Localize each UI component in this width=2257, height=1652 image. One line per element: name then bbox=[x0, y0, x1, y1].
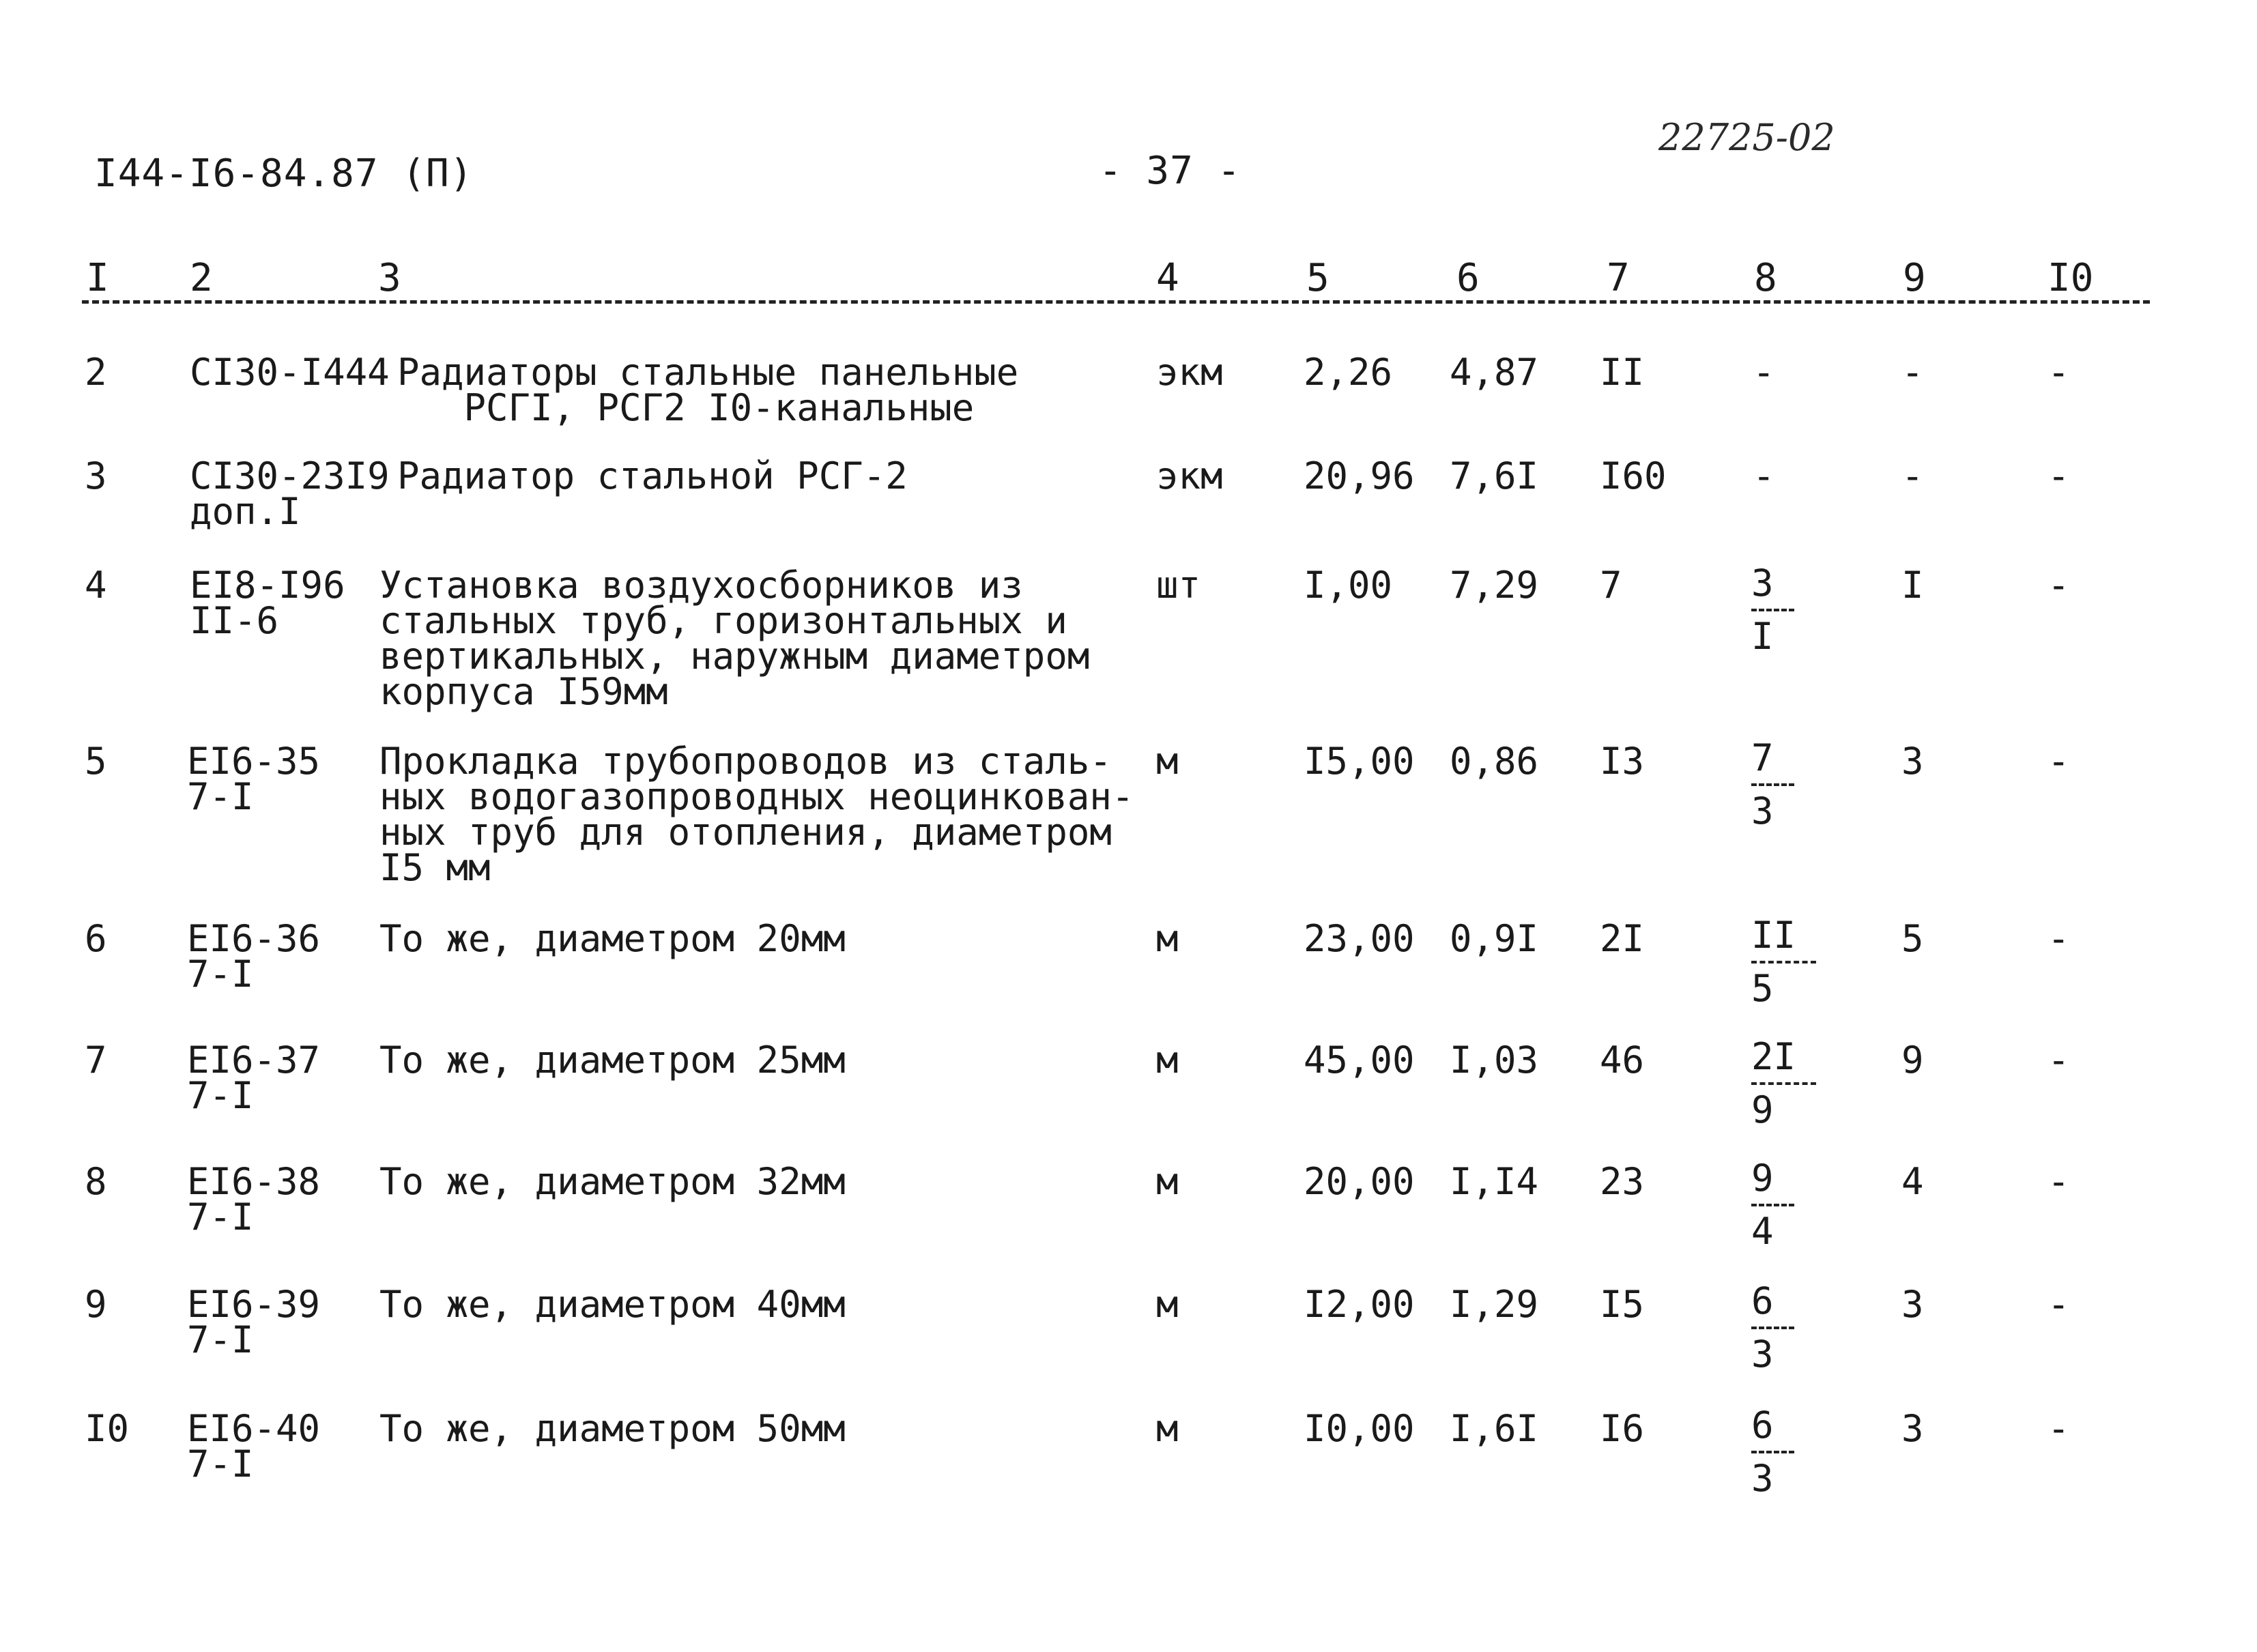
row-9-col-7: I6 bbox=[1600, 1407, 1645, 1450]
row-6-col-6: I,03 bbox=[1450, 1039, 1539, 1082]
row-6-col-5: 45,00 bbox=[1304, 1039, 1415, 1082]
row-6-col-7: 46 bbox=[1600, 1039, 1645, 1082]
row-3-col-8-numerator: 3 bbox=[1751, 558, 1794, 611]
row-2-col-7: I60 bbox=[1600, 454, 1667, 497]
row-8-col-2: EI6-39 7-I bbox=[187, 1283, 321, 1361]
row-8-col-7: I5 bbox=[1600, 1283, 1645, 1326]
row-8-col-9: 3 bbox=[1901, 1283, 1924, 1326]
row-4-col-3: Прокладка трубопроводов из сталь- ных водогазопроводных неоцинкован- ных труб для отопления, диаметром I5 мм bbox=[379, 740, 1134, 889]
row-5-col-6: 0,9I bbox=[1450, 917, 1539, 960]
row-4-col-8-fraction bbox=[1751, 733, 1794, 837]
row-9-col-8-fraction bbox=[1751, 1400, 1794, 1504]
row-2-col-1: 3 bbox=[85, 454, 107, 497]
row-8-col-8-numerator: 6 bbox=[1751, 1276, 1794, 1329]
row-1-col-4: экм bbox=[1156, 351, 1223, 394]
row-4-col-5: I5,00 bbox=[1304, 740, 1415, 783]
row-7-col-9: 4 bbox=[1901, 1160, 1924, 1203]
row-3-col-9: I bbox=[1901, 564, 1924, 607]
row-7-col-10: - bbox=[2047, 1160, 2070, 1203]
row-5-col-4: м bbox=[1156, 917, 1179, 960]
row-1-col-2: CI30-I444 bbox=[190, 351, 390, 394]
row-7-col-6: I,I4 bbox=[1450, 1160, 1539, 1203]
row-1-col-9: - bbox=[1901, 351, 1924, 394]
col-head-2: 2 bbox=[190, 256, 213, 300]
row-5-col-9: 5 bbox=[1901, 917, 1924, 960]
row-9-col-8-denominator: 3 bbox=[1751, 1457, 1774, 1500]
row-1-col-6: 4,87 bbox=[1450, 351, 1539, 394]
row-6-col-8-numerator: 2I bbox=[1751, 1032, 1816, 1085]
col-head-3: 3 bbox=[378, 256, 401, 300]
row-2-col-3: Радиатор стальной РСГ-2 bbox=[397, 454, 908, 497]
row-6-col-1: 7 bbox=[85, 1039, 107, 1082]
row-8-col-8-fraction bbox=[1751, 1276, 1794, 1380]
row-2-col-10: - bbox=[2047, 454, 2070, 497]
page-number: - 37 - bbox=[1099, 149, 1241, 193]
col-head-1: I bbox=[86, 256, 109, 300]
row-7-col-7: 23 bbox=[1600, 1160, 1645, 1203]
row-6-col-8-fraction bbox=[1751, 1032, 1816, 1135]
row-3-col-3: Установка воздухосборников из стальных труб, горизонтальных и вертикальных, наружным диаметром корпуса I59мм bbox=[379, 564, 1090, 713]
row-2-col-2: CI30-23I9 доп.I bbox=[190, 454, 390, 533]
row-7-col-1: 8 bbox=[85, 1160, 107, 1203]
col-head-6: 6 bbox=[1456, 256, 1480, 300]
row-3-col-6: 7,29 bbox=[1450, 564, 1539, 607]
row-7-col-4: м bbox=[1156, 1160, 1179, 1203]
col-head-8: 8 bbox=[1754, 256, 1777, 300]
row-7-col-2: EI6-38 7-I bbox=[187, 1160, 321, 1238]
row-8-col-1: 9 bbox=[85, 1283, 107, 1326]
row-5-col-5: 23,00 bbox=[1304, 917, 1415, 960]
row-2-col-5: 20,96 bbox=[1304, 454, 1415, 497]
row-3-col-10: - bbox=[2047, 564, 2070, 607]
row-3-col-8-fraction bbox=[1751, 558, 1794, 662]
row-2-col-6: 7,6I bbox=[1450, 454, 1539, 497]
col-head-5: 5 bbox=[1306, 256, 1329, 300]
row-3-col-5: I,00 bbox=[1304, 564, 1393, 607]
row-1-col-10: - bbox=[2047, 351, 2070, 394]
col-head-4: 4 bbox=[1156, 256, 1179, 300]
row-4-col-8-denominator: 3 bbox=[1751, 789, 1774, 832]
row-5-col-3: То же, диаметром 20мм bbox=[379, 917, 846, 960]
row-8-col-10: - bbox=[2047, 1283, 2070, 1326]
row-8-col-4: м bbox=[1156, 1283, 1179, 1326]
row-6-col-4: м bbox=[1156, 1039, 1179, 1082]
row-2-col-4: экм bbox=[1156, 454, 1223, 497]
row-5-col-7: 2I bbox=[1600, 917, 1645, 960]
row-7-col-8-fraction bbox=[1751, 1153, 1794, 1257]
row-6-col-9: 9 bbox=[1901, 1039, 1924, 1082]
row-8-col-5: I2,00 bbox=[1304, 1283, 1415, 1326]
row-1-col-7: II bbox=[1600, 351, 1645, 394]
row-3-col-2: EI8-I96 II-6 bbox=[190, 564, 345, 642]
row-2-col-9: - bbox=[1901, 454, 1924, 497]
row-4-col-7: I3 bbox=[1600, 740, 1645, 783]
row-7-col-5: 20,00 bbox=[1304, 1160, 1415, 1203]
row-5-col-8-fraction bbox=[1751, 910, 1816, 1014]
row-9-col-3: То же, диаметром 50мм bbox=[379, 1407, 846, 1450]
col-head-9: 9 bbox=[1903, 256, 1926, 300]
row-4-col-4: м bbox=[1156, 740, 1179, 783]
row-4-col-8-numerator: 7 bbox=[1751, 733, 1794, 786]
row-1-col-3: Радиаторы стальные панельные РСГI, РСГ2 I0-канальные bbox=[397, 351, 1019, 429]
row-4-col-1: 5 bbox=[85, 740, 107, 783]
row-7-col-8-numerator: 9 bbox=[1751, 1153, 1794, 1206]
row-5-col-1: 6 bbox=[85, 917, 107, 960]
row-2-col-8: - bbox=[1753, 454, 1775, 497]
row-9-col-6: I,6I bbox=[1450, 1407, 1539, 1450]
row-7-col-8-denominator: 4 bbox=[1751, 1210, 1774, 1253]
row-5-col-8-denominator: 5 bbox=[1751, 967, 1774, 1010]
row-8-col-8-denominator: 3 bbox=[1751, 1333, 1774, 1376]
row-1-col-1: 2 bbox=[85, 351, 107, 394]
row-9-col-2: EI6-40 7-I bbox=[187, 1407, 321, 1486]
row-3-col-1: 4 bbox=[85, 564, 107, 607]
row-9-col-10: - bbox=[2047, 1407, 2070, 1450]
row-8-col-3: То же, диаметром 40мм bbox=[379, 1283, 846, 1326]
row-9-col-5: I0,00 bbox=[1304, 1407, 1415, 1450]
registration-stamp: 22725-02 bbox=[1658, 116, 1835, 159]
row-3-col-8-denominator: I bbox=[1751, 615, 1774, 658]
row-7-col-3: То же, диаметром 32мм bbox=[379, 1160, 846, 1203]
row-1-col-8: - bbox=[1753, 351, 1775, 394]
row-6-col-8-denominator: 9 bbox=[1751, 1088, 1774, 1131]
col-head-10: I0 bbox=[2047, 256, 2094, 300]
row-4-col-6: 0,86 bbox=[1450, 740, 1539, 783]
row-9-col-9: 3 bbox=[1901, 1407, 1924, 1450]
row-4-col-2: EI6-35 7-I bbox=[187, 740, 321, 818]
row-9-col-4: м bbox=[1156, 1407, 1179, 1450]
row-1-col-5: 2,26 bbox=[1304, 351, 1393, 394]
row-9-col-8-numerator: 6 bbox=[1751, 1400, 1794, 1453]
row-3-col-7: 7 bbox=[1600, 564, 1622, 607]
col-head-7: 7 bbox=[1607, 256, 1630, 300]
document-code: I44-I6-84.87 (П) bbox=[94, 151, 474, 196]
row-5-col-10: - bbox=[2047, 917, 2070, 960]
row-6-col-10: - bbox=[2047, 1039, 2070, 1082]
row-3-col-4: шт bbox=[1156, 564, 1201, 607]
row-6-col-3: То же, диаметром 25мм bbox=[379, 1039, 846, 1082]
row-8-col-6: I,29 bbox=[1450, 1283, 1539, 1326]
row-5-col-8-numerator: II bbox=[1751, 910, 1816, 963]
row-6-col-2: EI6-37 7-I bbox=[187, 1039, 321, 1117]
header-dashed-rule bbox=[82, 300, 2150, 304]
row-4-col-10: - bbox=[2047, 740, 2070, 783]
row-5-col-2: EI6-36 7-I bbox=[187, 917, 321, 996]
row-9-col-1: I0 bbox=[85, 1407, 130, 1450]
row-4-col-9: 3 bbox=[1901, 740, 1924, 783]
